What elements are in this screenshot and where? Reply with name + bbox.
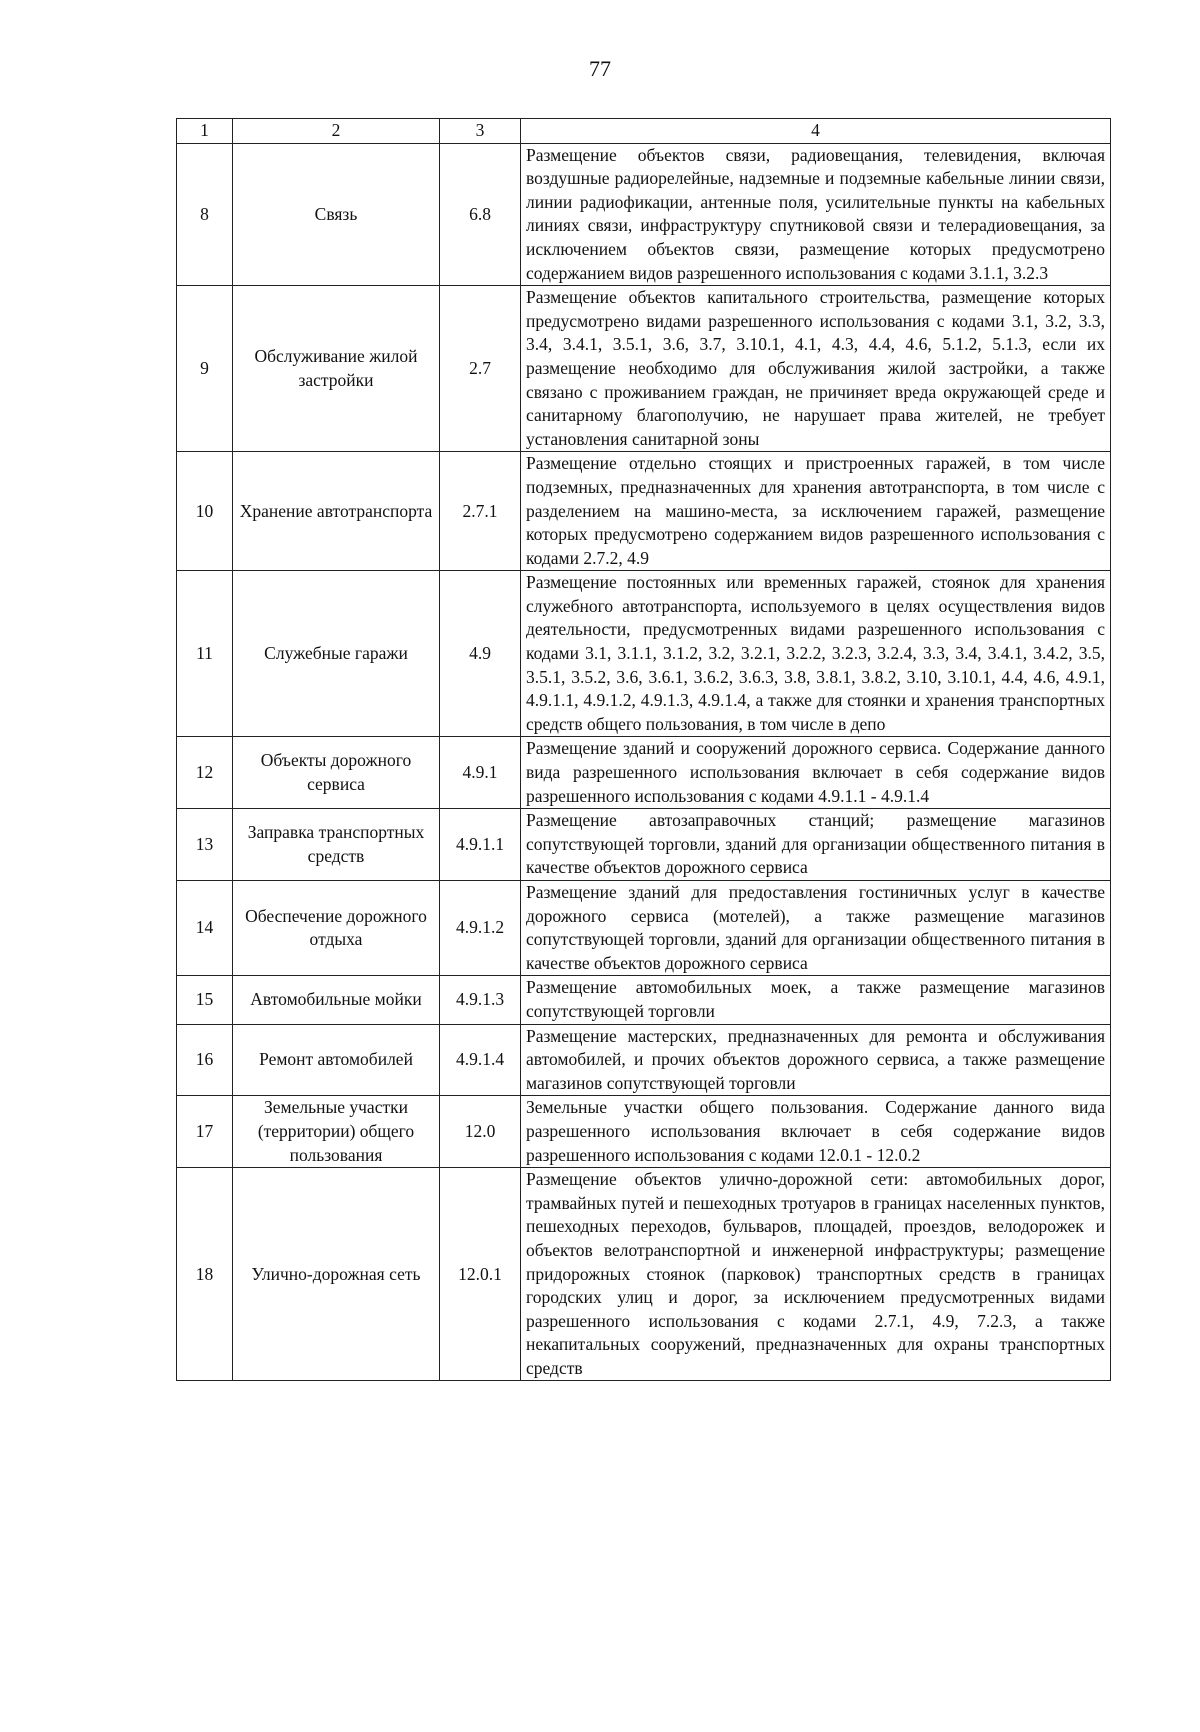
row-number: 16 <box>177 1024 233 1096</box>
table-row <box>177 1096 1111 1168</box>
row-number: 14 <box>177 881 233 976</box>
land-use-code: 12.0.1 <box>440 1168 521 1381</box>
land-use-code: 4.9.1.3 <box>440 976 521 1024</box>
land-use-name: Объекты дорожного сервиса <box>233 737 440 809</box>
land-use-code: 12.0 <box>440 1096 521 1168</box>
land-use-name: Хранение автотранспорта <box>233 452 440 571</box>
row-number: 9 <box>177 286 233 452</box>
land-use-code: 4.9.1.2 <box>440 881 521 976</box>
table-header-row <box>177 119 1111 144</box>
land-use-name: Служебные гаражи <box>233 571 440 737</box>
row-number: 15 <box>177 976 233 1024</box>
land-use-description: Земельные участки общего пользования. Содержание данного вида разрешенного использования включает в себя содержание видов разрешенного использования с кодами 12.0.1 - 12.0.2 <box>521 1096 1111 1168</box>
land-use-name: Улично-дорожная сеть <box>233 1168 440 1381</box>
land-use-description: Размещение мастерских, предназначенных для ремонта и обслуживания автомобилей, и прочих объектов дорожного сервиса, а также размещение магазинов сопутствующей торговли <box>521 1024 1111 1096</box>
land-use-description: Размещение зданий для предоставления гостиничных услуг в качестве дорожного сервиса (мотелей), а также размещение магазинов сопутствующей торговли, зданий для организации общественного питания в качестве объектов дорожного сервиса <box>521 881 1111 976</box>
row-number: 11 <box>177 571 233 737</box>
land-use-name: Обеспечение дорожного отдыха <box>233 881 440 976</box>
land-use-description: Размещение автозаправочных станций; размещение магазинов сопутствующей торговли, зданий для организации общественного питания в качестве объектов дорожного сервиса <box>521 809 1111 881</box>
land-use-description: Размещение отдельно стоящих и пристроенных гаражей, в том числе подземных, предназначенных для хранения автотранспорта, в том числе с разделением на машино-места, за исключением гаражей, размещение которых предусмотрено содержанием видов разрешенного использования с кодами 2.7.2, 4.9 <box>521 452 1111 571</box>
table-row <box>177 1024 1111 1096</box>
header-col-description: 4 <box>521 119 1111 144</box>
table-row <box>177 976 1111 1024</box>
row-number: 17 <box>177 1096 233 1168</box>
land-use-name: Ремонт автомобилей <box>233 1024 440 1096</box>
land-use-description: Размещение объектов связи, радиовещания, телевидения, включая воздушные радиорелейные, надземные и подземные кабельные линии связи, линии радиофикации, антенные поля, усилительные пункты на кабельных линиях связи, инфраструктуру спутниковой связи и телерадиовещания, за исключением объектов связи, размещение которых предусмотрено содержанием видов разрешенного использования с кодами 3.1.1, 3.2.3 <box>521 143 1111 286</box>
land-use-name: Обслуживание жилой застройки <box>233 286 440 452</box>
header-col-number: 1 <box>177 119 233 144</box>
land-use-code: 6.8 <box>440 143 521 286</box>
table-row <box>177 286 1111 452</box>
table-row <box>177 809 1111 881</box>
land-use-name: Связь <box>233 143 440 286</box>
land-use-name: Автомобильные мойки <box>233 976 440 1024</box>
land-use-code: 4.9 <box>440 571 521 737</box>
land-use-description: Размещение постоянных или временных гаражей, стоянок для хранения служебного автотранспорта, используемого в целях осуществления видов деятельности, предусмотренных видами разрешенного использования с кодами 3.1, 3.1.1, 3.1.2, 3.2, 3.2.1, 3.2.2, 3.2.3, 3.2.4, 3.3, 3.4, 3.4.1, 3.4.2, 3.5, 3.5.1, 3.5.2, 3.6, 3.6.1, 3.6.2, 3.6.3, 3.8, 3.8.1, 3.8.2, 3.10, 3.10.1, 4.4, 4.6, 4.9.1, 4.9.1.1, 4.9.1.2, 4.9.1.3, 4.9.1.4, а также для стоянки и хранения транспортных средств общего пользования, в том числе в депо <box>521 571 1111 737</box>
table-row <box>177 143 1111 286</box>
page-number: 77 <box>589 56 611 81</box>
header-col-name: 2 <box>233 119 440 144</box>
table-row <box>177 452 1111 571</box>
table-row <box>177 571 1111 737</box>
land-use-table <box>176 118 1111 1381</box>
land-use-code: 4.9.1.1 <box>440 809 521 881</box>
row-number: 18 <box>177 1168 233 1381</box>
land-use-name: Заправка транспортных средств <box>233 809 440 881</box>
land-use-code: 4.9.1 <box>440 737 521 809</box>
land-use-description: Размещение зданий и сооружений дорожного сервиса. Содержание данного вида разрешенного использования включает в себя содержание видов разрешенного использования с кодами 4.9.1.1 - 4.9.1.4 <box>521 737 1111 809</box>
land-use-code: 2.7.1 <box>440 452 521 571</box>
row-number: 12 <box>177 737 233 809</box>
row-number: 8 <box>177 143 233 286</box>
land-use-name: Земельные участки (территории) общего пользования <box>233 1096 440 1168</box>
land-use-description: Размещение объектов капитального строительства, размещение которых предусмотрено видами разрешенного использования с кодами 3.1, 3.2, 3.3, 3.4, 3.4.1, 3.5.1, 3.6, 3.7, 3.10.1, 4.1, 4.3, 4.4, 4.6, 5.1.2, 5.1.3, если их размещение необходимо для обслуживания жилой застройки, а также связано с проживанием граждан, не причиняет вреда окружающей среде и санитарному благополучию, не нарушает права жителей, не требует установления санитарной зоны <box>521 286 1111 452</box>
table-row <box>177 737 1111 809</box>
land-use-code: 4.9.1.4 <box>440 1024 521 1096</box>
table-row <box>177 881 1111 976</box>
land-use-code: 2.7 <box>440 286 521 452</box>
header-col-code: 3 <box>440 119 521 144</box>
row-number: 13 <box>177 809 233 881</box>
land-use-description: Размещение объектов улично-дорожной сети: автомобильных дорог, трамвайных путей и пешеходных тротуаров в границах населенных пунктов, пешеходных переходов, бульваров, площадей, проездов, велодорожек и объектов велотранспортной и инженерной инфраструктуры; размещение придорожных стоянок (парковок) транспортных средств в границах городских улиц и дорог, за исключением предусмотренных видами разрешенного использования с кодами 2.7.1, 4.9, 7.2.3, а также некапитальных сооружений, предназначенных для охраны транспортных средств <box>521 1168 1111 1381</box>
row-number: 10 <box>177 452 233 571</box>
land-use-description: Размещение автомобильных моек, а также размещение магазинов сопутствующей торговли <box>521 976 1111 1024</box>
table-row <box>177 1168 1111 1381</box>
